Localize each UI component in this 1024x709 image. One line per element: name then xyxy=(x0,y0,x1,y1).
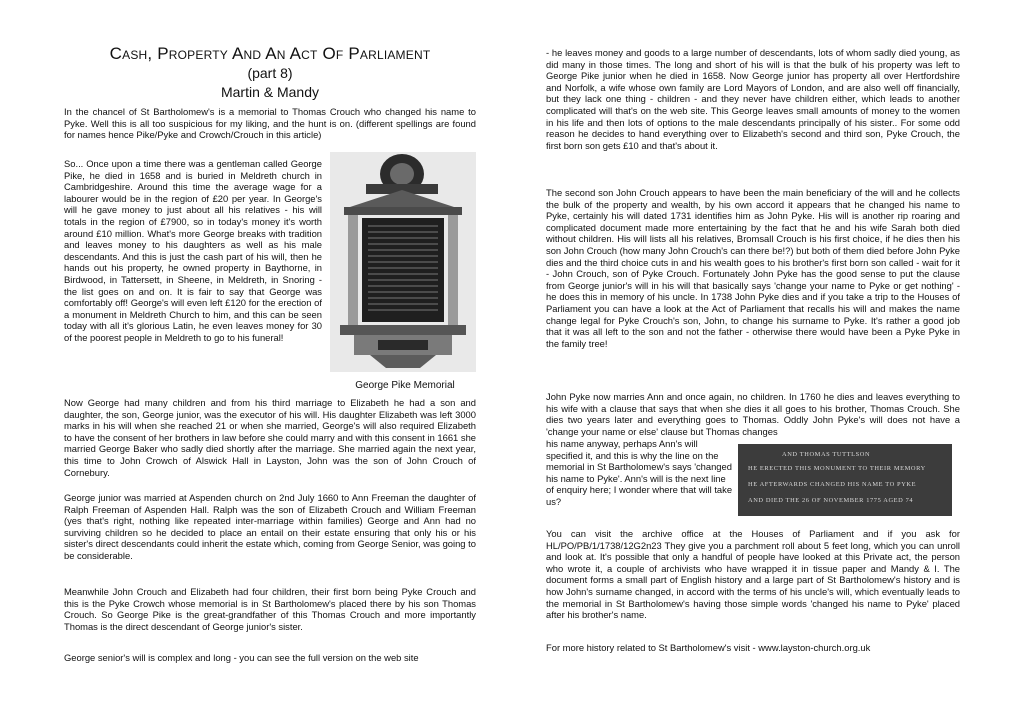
right-paragraph-3: John Pyke now marries Ann and once again, no children. In 1760 he dies and leaves everything to his wife with a clause that says that when she dies it all goes to his brother, Thomas Crouch. She dies two years later and everything goes to Thomas. Oddly John Pyke's will does not have a 'change your name or else' clause but Thomas changes xyxy=(546,391,960,437)
article-title: Cash, Property And An Act Of Parliament xyxy=(109,44,431,63)
plaque-line-3: HE AFTERWARDS CHANGED HIS NAME TO PYKE xyxy=(748,481,917,488)
website-footer: For more history related to St Bartholomew's visit - www.layston-church.org.uk xyxy=(546,642,871,653)
plaque-line-4: AND DIED THE 26 OF NOVEMBER 1775 AGED 74 xyxy=(748,497,914,504)
right-paragraph-1: - he leaves money and goods to a large number of descendants, lots of whom sadly died young, as did many in those times. The long and short of his will is that the bulk of his property was left to George Pike junior when he died in 1658. Now George junior has property all over Hertfordshire and Norfolk, a wife whose own family are Lord Mayors of London, and are also well off financially, but they lack one thing - children - and they never have children either, which leads to another complicated will that's on the web site. This George leaves small amounts of money to the women in his life and then lots of options to the male descendants principally of his sister.. For some odd reason he decides to hand everything over to Elizabeth's second and third son, Pyke Crouch, the first born son gets £10 and that's about it. xyxy=(546,47,960,151)
article-authors: Martin & Mandy xyxy=(220,84,320,100)
plaque-photo xyxy=(738,444,952,516)
left-paragraph-3: George junior was married at Aspenden church on 2nd July 1660 to Ann Freeman the daughter of Ralph Freeman of Aspenden Hall. Ralph was the son of Elizabeth Crouch and William Freeman (yes that's right, nothing like repeated inter-marriage within families) George and Ann had no surviving children so he decided to place an entail on their estate ensuring that only his or his sister's direct descendants could inherit the estate which, coming from George Senior, was going to be considerable. xyxy=(64,492,476,561)
plaque-line-1: AND THOMAS TUTTLSON xyxy=(782,451,871,458)
right-paragraph-2: The second son John Crouch appears to have been the main beneficiary of the will and he collects the bulk of the property and wealth, by his own accord it appears that he changed his name to Pyke, certainly his will dated 1731 identifies him as John Pyke. His will is another rip roaring and complicated document made more entertaining by the fact that he and his wife Sarah both died without children. His will lists all his relatives, Bromsall Crouch is his first choice, if he dies then his son John Crouch (how many John Crouch's can there be!?) but both of them died before John Pyke dies and the third choice cuts in and his wealth goes to his brother's first born son called - wait for it - John Crouch, son of Pyke Crouch. Fortunately John Pyke has the good sense to put the clause from George junior's will in his will that basically says 'change your name to Pyke or get nothing' - he does this in memory of his uncle. In 1738 John Pyke dies and if you take a trip to the Houses of Parliament you can have a look at the Act of Parliament that recalls his will and makes the name change legal for Pyke Crouch's son, John, to change his surname to Pyke. It's rather a good job that it was all left to the son and not the father - otherwise there would have been a Pyke Pyke in the family tree! xyxy=(546,187,960,349)
left-paragraph-2: Now George had many children and from his third marriage to Elizabeth he had a son and daughter, the son, George junior, was the executor of his will. His daughter Elizabeth was left 3000 marks in his will when she reached 21 or when she married, George's will also required Elizabeth to have the consent of her brothers in law before she could marry and with this consent in 1661 she married George Baker who sadly died shortly after the marriage. She married again the next year, this time to John Crowch of Alswick Hall in Layston, John was the son of John Crouch of Cornebury. xyxy=(64,397,476,478)
right-paragraph-4: You can visit the archive office at the Houses of Parliament and if you ask for HL/PO/PB/1/1738/12G2n23 They give you a parchment roll about 5 feet long, which you can unroll and look at. It's possible that only a handful of people have looked at this Private act, the person who wrote it, a couple of archivists who have wrapped it in tissue paper and Mandy & I. The document forms a small part of English history and a large part of St Bartholomew's history and is how John's surname changed, in accord with the terms of his uncle's will, which eventually leads to the memorial in St Bartholomew's having those simple words 'changed his name to Pyke' placed after his brother's name. xyxy=(546,528,960,621)
plaque-line-2: HE ERECTED THIS MONUMENT TO THEIR MEMORY xyxy=(748,465,926,472)
intro-paragraph: In the chancel of St Bartholomew's is a memorial to Thomas Crouch who changed his name to Pyke. Well this is all too suspicious for my liking, and the hunt is on. (different spellings are found for names hence Pike/Pyke and Crowch/Crouch in this article) xyxy=(64,106,476,141)
memorial-caption: George Pike Memorial xyxy=(355,380,455,391)
right-paragraph-3-wrap: his name anyway, perhaps Ann's will specified it, and this is why the line on the memorial in St Bartholomew's says 'changed his name to Pyke'. Ann's will is the next line of enquiry here; I wonder where that will take us? xyxy=(546,438,733,507)
article-part: (part 8) xyxy=(247,65,293,81)
left-paragraph-1: So... Once upon a time there was a gentleman called George Pike, he died in 1658 and is buried in Meldreth church in Cambridgeshire. Around this time the average wage for a labourer would be in the region of £20 per year. In George's will he gave money to just about all his relatives - his will totals in the region of £7900, so in today's money it's worth around £10 million. What's more George breaks with tradition and leaves money to his daughters as well as his male descendants. And this is just the cash part of his will, then he hands out his property, he owned property in Baythorne, in Birdwood, in Tattersett, in Sheene, in Meldreth, in Snoring - the list goes on and on. It is fair to say that George was comfortably off! George's will even left £120 for the erection of a monument in Meldreth Church to him, and this can be seen today with all it's glorious Latin, he even leaves money for 30 of the poorest people in Meldreth to go to his funeral! xyxy=(64,158,322,343)
left-paragraph-5: George senior's will is complex and long - you can see the full version on the web site xyxy=(64,652,419,663)
left-paragraph-4: Meanwhile John Crouch and Elizabeth had four children, their first born being Pyke Crouch and this is the Pyke Crowch whose memorial is in St Bartholomew's placed there by his son Thomas Crouch. So George Pike is the great-grandfather of this Thomas Crouch and more importantly Thomas is the direct descendant of George junior's sister. xyxy=(64,586,476,632)
memorial-image xyxy=(330,152,476,372)
george-pike-memorial-photo xyxy=(330,152,476,372)
